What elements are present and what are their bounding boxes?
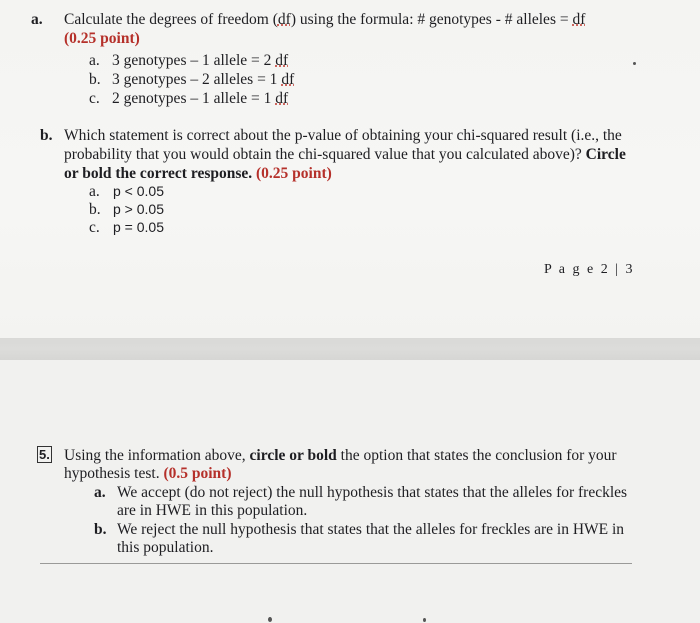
- option-text-line-1: We reject the null hypothesis that states that the alleles for freckles are in HWE in: [117, 521, 625, 538]
- option-text-line-1: We accept (do not reject) the null hypothesis that states that the alleles for freckles: [117, 484, 628, 501]
- question-b-line-1: Which statement is correct about the p-value of obtaining your chi-squared result (i.e., the: [64, 127, 622, 144]
- page-word: P a g e: [544, 262, 596, 277]
- option-label: b.: [89, 201, 101, 218]
- question-5-line-1: [64, 447, 617, 465]
- question-b-points: (0.25 point): [256, 165, 332, 182]
- question-a-points: (0.25 point): [64, 30, 140, 47]
- question-5-line-2-text: hypothesis test.: [64, 465, 164, 482]
- question-5-option-a-cont: are in HWE in this population.: [117, 502, 308, 519]
- question-b-line-2-text: probability that you would obtain the chi-squared value that you calculated above)?: [64, 146, 586, 163]
- question-a-text: [64, 11, 585, 29]
- question-b-circle-instruction: Circle: [585, 146, 626, 163]
- stray-mark: [633, 62, 636, 65]
- question-a-option-c[interactable]: [89, 90, 288, 108]
- option-label: a.: [89, 183, 100, 200]
- question-5-label: 5.: [39, 447, 50, 462]
- question-5-option-a[interactable]: [94, 484, 627, 502]
- option-df: df: [275, 52, 289, 69]
- question-5-points: (0.5 point): [163, 465, 232, 482]
- option-label: a.: [89, 52, 100, 69]
- page-number: 2 | 3: [600, 262, 635, 277]
- option-text: p < 0.05: [113, 183, 164, 199]
- question-b-line-2: [64, 146, 626, 164]
- option-label: c.: [89, 90, 100, 107]
- question-b-line-3: [64, 165, 332, 183]
- question-b-option-c[interactable]: [89, 218, 164, 237]
- option-text: 2 genotypes – 1 allele = 1: [112, 90, 276, 107]
- question-b-bold-instruction: or bold the correct response.: [64, 165, 253, 182]
- question-a-option-a[interactable]: [89, 52, 288, 70]
- question-5-option-b[interactable]: [94, 521, 624, 539]
- question-5-text-rest: the option that states the conclusion for your: [336, 447, 617, 464]
- option-df: df: [275, 90, 289, 107]
- question-5-label-wrap: [40, 446, 52, 464]
- question-a-label: a.: [31, 11, 43, 28]
- page-footer: [544, 262, 635, 278]
- question-b-option-a[interactable]: [89, 182, 164, 201]
- option-label: a.: [94, 484, 106, 501]
- question-5-circle-bold: circle or bold: [249, 447, 337, 464]
- option-text: 3 genotypes – 2 alleles = 1: [112, 71, 282, 88]
- page-break: [0, 338, 700, 360]
- option-text: p > 0.05: [113, 201, 164, 217]
- horizontal-rule: [40, 563, 632, 564]
- option-df: df: [281, 71, 295, 88]
- stray-mark: [268, 617, 272, 622]
- question-a-option-b[interactable]: [89, 71, 294, 89]
- question-5-option-b-cont: this population.: [117, 539, 214, 556]
- option-text: p = 0.05: [113, 219, 164, 235]
- question-b-option-b[interactable]: [89, 200, 164, 219]
- question-a-text-middle: ) using the formula: # genotypes - # alleles =: [290, 11, 573, 28]
- option-label: b.: [94, 521, 107, 538]
- question-b-label: b.: [40, 127, 53, 144]
- question-5-text-start: Using the information above,: [64, 447, 250, 464]
- formula-df: df: [572, 11, 586, 28]
- stray-mark: [423, 618, 426, 622]
- df-abbrev: df: [277, 11, 291, 28]
- option-text: 3 genotypes – 1 allele = 2: [112, 52, 276, 69]
- option-label: b.: [89, 71, 101, 88]
- question-a-text-start: Calculate the degrees of freedom (: [64, 11, 278, 28]
- option-label: c.: [89, 219, 100, 236]
- question-5-line-2: [64, 465, 232, 483]
